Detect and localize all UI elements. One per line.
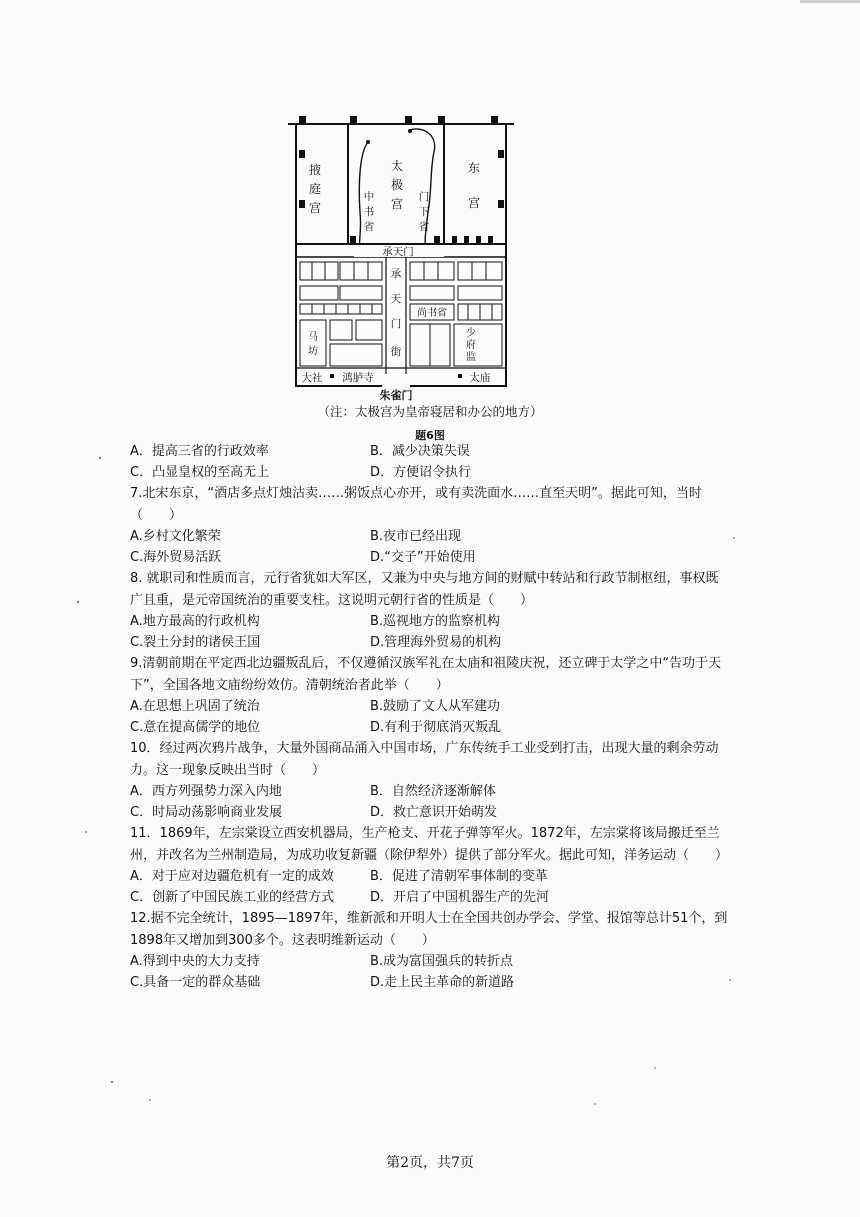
- svg-text:中: 中: [363, 191, 375, 203]
- figure-caption: 题6图: [415, 429, 445, 442]
- q9-options-row-1: [130, 696, 730, 717]
- svg-text:坊: 坊: [308, 346, 318, 357]
- svg-text:东: 东: [467, 161, 481, 175]
- svg-text:天: 天: [390, 293, 402, 305]
- svg-text:马: 马: [308, 332, 318, 343]
- label-chengtianjie: [391, 268, 402, 358]
- q12-options-row-1: [130, 951, 730, 972]
- q12-option-d[interactable]: D.走上民主革命的新道路: [370, 975, 515, 990]
- label-taiji: [391, 158, 403, 211]
- svg-text:极: 极: [390, 178, 404, 192]
- q8-option-c[interactable]: C.裂土分封的诸侯王国: [130, 635, 261, 650]
- svg-text:少: 少: [466, 328, 476, 339]
- q11-option-c[interactable]: C．创新了中国民族工业的经营方式: [130, 890, 335, 905]
- svg-text:宫: 宫: [390, 197, 404, 211]
- q12-option-c[interactable]: C.具备一定的群众基础: [130, 975, 261, 990]
- q12-options-row-2: [130, 972, 730, 993]
- q11-option-a[interactable]: A．对于应对边疆危机有一定的成效: [130, 869, 334, 884]
- q8-option-d[interactable]: D.管理海外贸易的机构: [370, 635, 502, 650]
- q9-option-c[interactable]: C.意在提高儒学的地位: [130, 720, 261, 735]
- q7-option-d[interactable]: D.“交子”开始使用: [370, 550, 476, 565]
- svg-text:掖: 掖: [308, 163, 322, 177]
- label-zhongshu: [364, 190, 375, 233]
- q10-option-d[interactable]: D．救亡意识开始萌发: [370, 805, 498, 820]
- q6-option-a[interactable]: A．提高三省的行政效率: [130, 444, 269, 459]
- q11-options-row-1: [130, 866, 730, 887]
- label-dashe: 大社: [301, 372, 323, 384]
- question-list: [130, 441, 730, 993]
- svg-text:下: 下: [418, 206, 430, 218]
- label-taimiao: 太庙: [469, 372, 491, 384]
- q9-stem: 9.清朝前期在平定西北边疆叛乱后，不仅遵循汉族军礼在太庙和祖陵庆祝，还立碑于太学之中“告功于天下”，全国各地文庙纷纷效仿。清朝统治者此举（ ）: [130, 656, 722, 693]
- q11-option-d[interactable]: D．开启了中国机器生产的先河: [370, 890, 550, 905]
- q12-option-b[interactable]: B.成为富国强兵的转折点: [370, 954, 514, 969]
- q6-option-c[interactable]: C．凸显皇权的至高无上: [130, 465, 270, 480]
- svg-text:承: 承: [390, 268, 402, 280]
- q11-option-b[interactable]: B．促进了清朝军事体制的变革: [370, 869, 548, 884]
- svg-text:府: 府: [466, 340, 476, 351]
- q8-option-a[interactable]: A.地方最高的行政机构: [130, 614, 260, 629]
- label-donggong: [468, 161, 480, 210]
- q6-options-row-1: [130, 441, 730, 462]
- q10-options-row-2: [130, 802, 730, 823]
- q10-option-c[interactable]: C．时局动荡影响商业发展: [130, 805, 283, 820]
- q7-option-b[interactable]: B.夜市已经出现: [370, 529, 462, 544]
- svg-text:太: 太: [390, 159, 404, 173]
- q10-option-b[interactable]: B．自然经济逐渐解体: [370, 784, 496, 799]
- svg-text:省: 省: [363, 221, 375, 233]
- label-yeting: [309, 162, 321, 215]
- q6-option-d[interactable]: D．方便诏令执行: [370, 465, 472, 480]
- q12-stem: 12.据不完全统计，1895—1897年，维新派和开明人士在全国共创办学会、学堂、报馆等总计51个，到1898年又增加到300多个。这表明维新运动（ ）: [130, 911, 728, 948]
- svg-text:宫: 宫: [308, 201, 322, 215]
- q7-options-row-2: [130, 547, 730, 568]
- page-footer: 第2页，共7页: [386, 1155, 474, 1171]
- svg-text:省: 省: [418, 221, 430, 233]
- q9-options-row-2: [130, 717, 730, 738]
- q10-options-row-1: [130, 781, 730, 802]
- label-honglusi: 鸿胪寺: [342, 372, 374, 384]
- q10-option-a[interactable]: A．西方列强势力深入内地: [130, 784, 282, 799]
- q9-option-b[interactable]: B.鼓励了文人从军建功: [370, 699, 501, 714]
- svg-text:监: 监: [466, 352, 476, 363]
- q9-option-d[interactable]: D.有利于彻底消灭叛乱: [370, 720, 502, 735]
- q10-stem: 10．经过两次鸦片战争，大量外国商品涌入中国市场，广东传统手工业受到打击，出现大量的剩余劳动力。这一现象反映出当时（ ）: [130, 741, 719, 778]
- q11-options-row-2: [130, 887, 730, 908]
- label-mafang: [308, 331, 318, 357]
- svg-text:宫: 宫: [467, 196, 481, 210]
- svg-text:街: 街: [390, 346, 402, 358]
- q8-stem: 8. 就职司和性质而言，元行省犹如大军区，又兼为中央与地方间的财赋中转站和行政节制枢纽，事权既广且重，是元帝国统治的重要支柱。这说明元朝行省的性质是（ ）: [130, 571, 719, 608]
- label-shangshu: 尚书省: [417, 308, 447, 319]
- svg-text:门: 门: [390, 318, 402, 330]
- label-shaofujian: [466, 326, 476, 363]
- scan-edge-mark: [800, 0, 860, 3]
- label-menxia: [419, 190, 430, 233]
- q7-option-c[interactable]: C.海外贸易活跃: [130, 550, 222, 565]
- svg-text:门: 门: [418, 191, 430, 203]
- q9-option-a[interactable]: A.在思想上巩固了统治: [130, 699, 260, 714]
- q8-option-b[interactable]: B.巡视地方的监察机构: [370, 614, 501, 629]
- svg-text:书: 书: [363, 206, 375, 218]
- label-zhuquemen: 朱雀门: [379, 389, 413, 402]
- q11-stem: 11．1869年，左宗棠设立西安机器局，生产枪支、开花子弹等军火。1872年，左宗棠将该局搬迁至兰州，并改名为兰州制造局，为成功收复新疆（除伊犁外）提供了部分军火。据此可知，洋务运动（ ）: [130, 826, 729, 863]
- q7-stem: 7.北宋东京，“酒店多点灯烛沽卖……粥饭点心亦开，或有卖洗面水……直至天明”。据此可知，当时（ ）: [130, 486, 702, 523]
- q7-options-row-1: [130, 526, 730, 547]
- label-chengtianmen: 承天门: [382, 246, 414, 258]
- svg-text:庭: 庭: [308, 182, 322, 196]
- q12-option-a[interactable]: A.得到中央的大力支持: [130, 954, 260, 969]
- tang-changan-palace-diagram: [288, 112, 514, 402]
- q6-options-row-2: [130, 462, 730, 483]
- q8-options-row-2: [130, 632, 730, 653]
- q6-option-b[interactable]: B．减少决策失误: [370, 444, 470, 459]
- q7-option-a[interactable]: A.乡村文化繁荣: [130, 529, 221, 544]
- figure-note: （注：太极宫为皇帝寝居和办公的地方）: [317, 404, 543, 419]
- q8-options-row-1: [130, 611, 730, 632]
